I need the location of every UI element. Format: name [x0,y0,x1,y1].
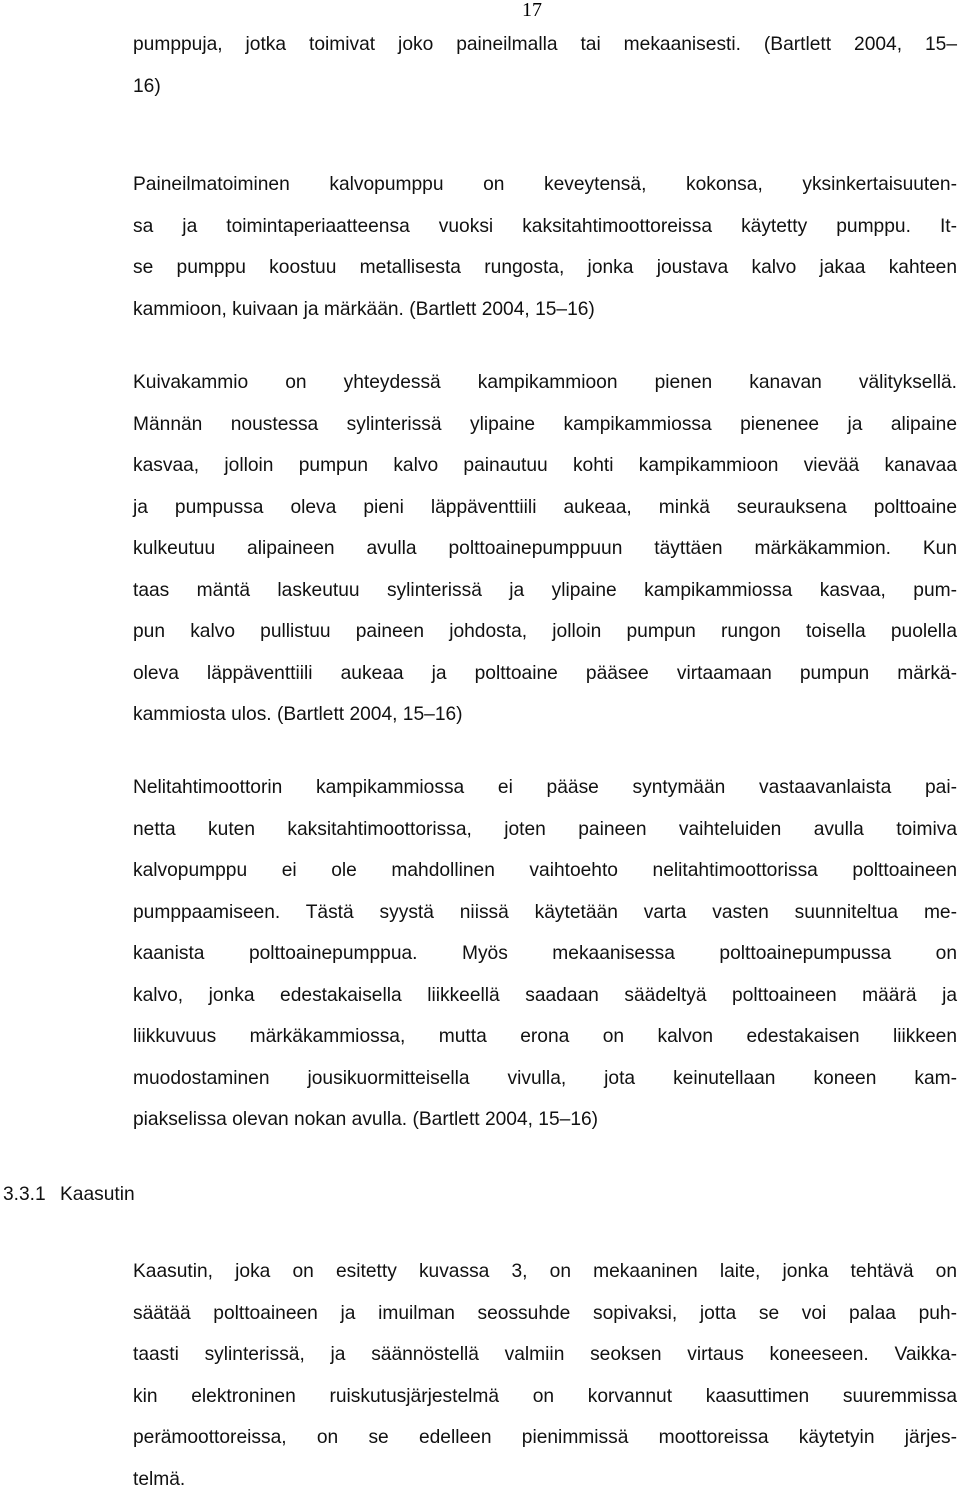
paragraph-4 [133,767,957,1141]
text-line: säätää polttoaineen ja imuilman seossuhde sopivaksi, jotta se voi palaa puh- [133,1293,957,1335]
text-line: liikkuvuus märkäkammiossa, mutta erona on kalvon edestakaisen liikkeen [133,1016,957,1058]
text-line: Männän noustessa sylinterissä ylipaine kampikammiossa pienenee ja alipaine [133,404,957,446]
text-line: muodostaminen jousikuormitteisella vivulla, jota keinutellaan koneen kam- [133,1058,957,1100]
text-line: kulkeutuu alipaineen avulla polttoainepumppuun täyttäen märkäkammion. Kun [133,528,957,570]
text-line: sa ja toimintaperiaatteensa vuoksi kaksitahtimoottoreissa käytetty pumppu. It- [133,206,957,248]
text-line: taas mäntä laskeutuu sylinterissä ja ylipaine kampikammiossa kasvaa, pum- [133,570,957,612]
text-line: kammioon, kuivaan ja märkään. (Bartlett 2004, 15–16) [133,289,957,331]
section-number: 3.3.1 [3,1174,60,1216]
page-number: 17 [522,0,542,22]
section-title: Kaasutin [60,1184,135,1205]
text-line: ja pumpussa oleva pieni läppäventtiili aukeaa, minkä seurauksena polttoaine [133,487,957,529]
text-line: se pumppu koostuu metallisesta rungosta, jonka joustava kalvo jakaa kahteen [133,247,957,289]
text-line: pumppuja, jotka toimivat joko paineilmalla tai mekaanisesti. (Bartlett 2004, 15– [133,24,957,66]
text-line: piakselissa olevan nokan avulla. (Bartlett 2004, 15–16) [133,1099,957,1141]
text-line: kin elektroninen ruiskutusjärjestelmä on korvannut kaasuttimen suuremmissa [133,1376,957,1418]
text-line: taasti sylinterissä, ja säännöstellä valmiin seoksen virtaus koneeseen. Vaikka- [133,1334,957,1376]
text-line: kalvopumppu ei ole mahdollinen vaihtoehto nelitahtimoottorissa polttoaineen [133,850,957,892]
text-line: kaanista polttoainepumppua. Myös mekaanisessa polttoainepumpussa on [133,933,957,975]
text-line: kalvo, jonka edestakaisella liikkeellä saadaan säädeltyä polttoaineen määrä ja [133,975,957,1017]
text-line: netta kuten kaksitahtimoottorissa, joten paineen vaihteluiden avulla toimiva [133,809,957,851]
paragraph-5 [133,1251,957,1500]
paragraph-2 [133,164,957,330]
text-line: perämoottoreissa, on se edelleen pienimmissä moottoreissa käytetyin järjes- [133,1417,957,1459]
text-line: Kuivakammio on yhteydessä kampikammioon pienen kanavan välityksellä. [133,362,957,404]
text-line: Nelitahtimoottorin kampikammiossa ei pääse syntymään vastaavanlaista pai- [133,767,957,809]
text-line: pumppaamiseen. Tästä syystä niissä käytetään varta vasten suunniteltua me- [133,892,957,934]
text-line: Kaasutin, joka on esitetty kuvassa 3, on mekaaninen laite, jonka tehtävä on [133,1251,957,1293]
text-line: kammiosta ulos. (Bartlett 2004, 15–16) [133,694,957,736]
text-line: pun kalvo pullistuu paineen johdosta, jolloin pumpun rungon toisella puolella [133,611,957,653]
paragraph-3 [133,362,957,736]
text-line: 16) [133,66,957,108]
text-line: telmä. [133,1459,957,1500]
paragraph-1 [133,24,957,107]
section-heading [3,1174,135,1216]
text-line: kasvaa, jolloin pumpun kalvo painautuu kohti kampikammioon vievää kanavaa [133,445,957,487]
text-line: oleva läppäventtiili aukeaa ja polttoaine pääsee virtaamaan pumpun märkä- [133,653,957,695]
text-line: Paineilmatoiminen kalvopumppu on keveytensä, kokonsa, yksinkertaisuuten- [133,164,957,206]
